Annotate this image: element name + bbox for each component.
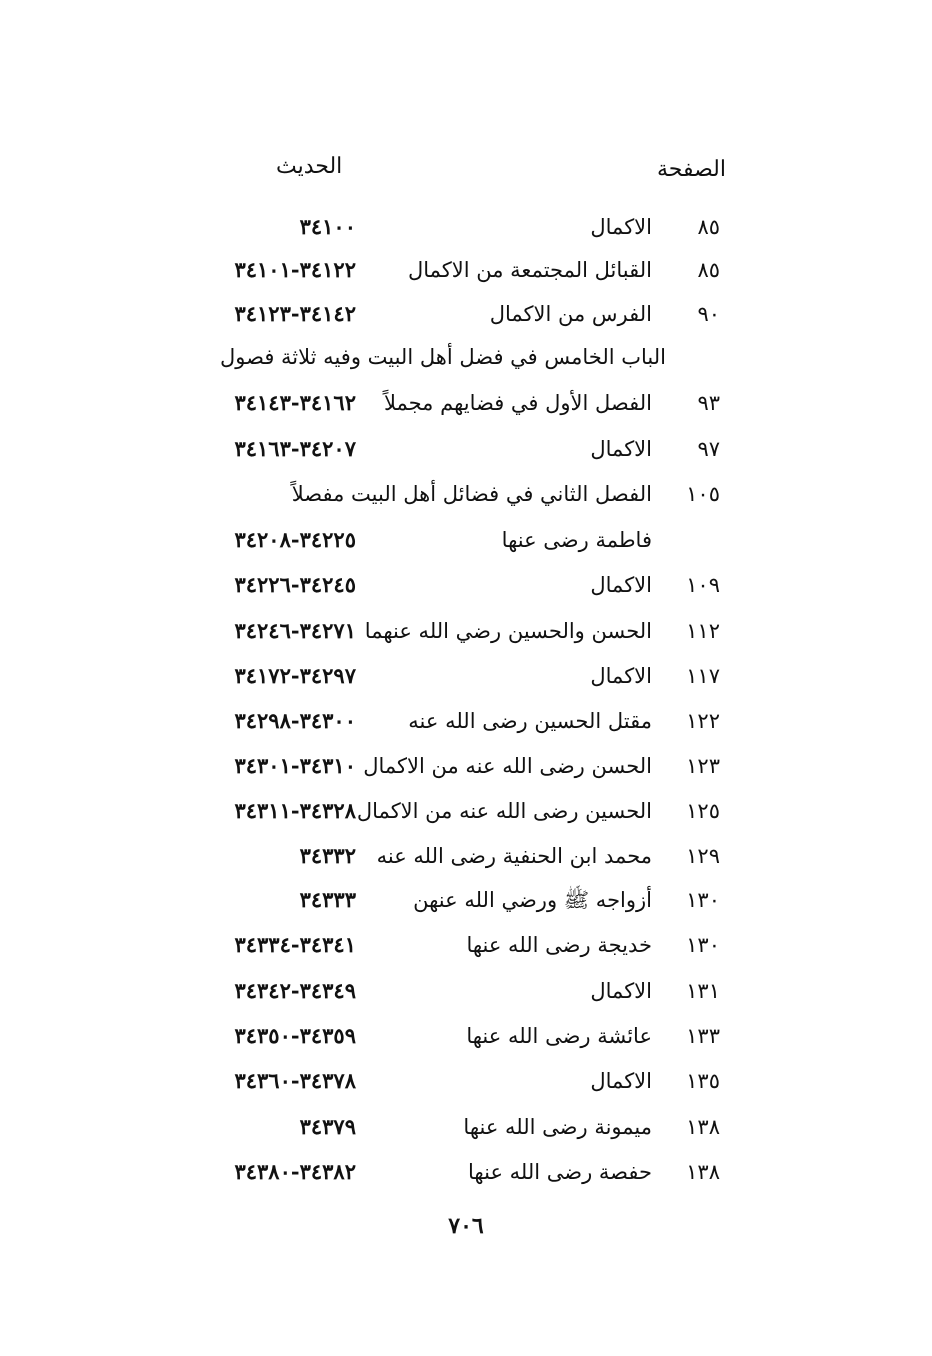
toc-hadith-range: ٣٤٣٣٢ [299, 843, 356, 868]
toc-page-number: ١٢٩ [686, 844, 720, 868]
toc-page-number: ٩٧ [697, 437, 720, 461]
toc-hadith-range: ٣٤٣٤٩-٣٤٣٤٢ [234, 978, 356, 1003]
toc-page-number: ١٢٣ [686, 754, 720, 778]
toc-hadith-range: ٣٤٣٤١-٣٤٣٣٤ [234, 932, 356, 957]
toc-row [0, 474, 932, 514]
toc-row [0, 611, 932, 651]
toc-page-number: ١٣٥ [686, 1069, 720, 1093]
toc-row [0, 429, 932, 469]
toc-title: الاكمال [590, 979, 652, 1003]
toc-title: الفصل الثاني في فضائل أهل البيت مفصلاً [291, 482, 652, 506]
toc-row [0, 656, 932, 696]
toc-title: مقتل الحسين رضى الله عنه [408, 709, 652, 733]
toc-row [0, 1107, 932, 1147]
toc-title: ميمونة رضى الله عنها [463, 1115, 652, 1139]
toc-hadith-range: ٣٤٢٤٥-٣٤٢٢٦ [234, 572, 356, 597]
toc-hadith-range: ٣٤٢٠٧-٣٤١٦٣ [234, 436, 356, 461]
toc-title: القبائل المجتمعة من الاكمال [407, 258, 652, 282]
toc-hadith-range: ٣٤٣٧٩ [299, 1114, 356, 1139]
toc-page-number: ١٣٨ [686, 1115, 720, 1139]
toc-hadith-range: ٣٤١٢٢-٣٤١٠١ [234, 257, 356, 282]
toc-page-number: ١٢٥ [686, 799, 720, 823]
toc-title: الحسن رضى الله عنه من الاكمال [363, 754, 652, 778]
toc-hadith-range: ٣٤٣٥٩-٣٤٣٥٠ [234, 1023, 356, 1048]
page-folio-number: ٧٠٦ [448, 1213, 484, 1239]
toc-hadith-range: ٣٤١٤٢-٣٤١٢٣ [234, 301, 356, 326]
toc-row [0, 925, 932, 965]
toc-page-number: ٨٥ [697, 215, 720, 239]
toc-hadith-range: ٣٤٣٧٨-٣٤٣٦٠ [234, 1068, 356, 1093]
toc-row [0, 565, 932, 605]
toc-page-number: ١٣٣ [686, 1024, 720, 1048]
toc-title: الاكمال [590, 664, 652, 688]
toc-hadith-range: ٣٤٢٩٧-٣٤١٧٢ [234, 663, 356, 688]
toc-title: خديجة رضى الله عنها [466, 933, 652, 957]
toc-title: الاكمال [590, 215, 652, 239]
toc-row [0, 1016, 932, 1056]
toc-row [0, 746, 932, 786]
toc-page-number: ٩٠ [697, 302, 720, 326]
toc-page-number: ١١٧ [686, 664, 720, 688]
toc-row [0, 250, 932, 290]
toc-title: حفصة رضى الله عنها [468, 1160, 652, 1184]
toc-title: محمد ابن الحنفية رضى الله عنه [376, 844, 652, 868]
toc-hadith-range: ٣٤٣٨٢-٣٤٣٨٠ [234, 1159, 356, 1184]
toc-page-number: ٩٣ [697, 391, 720, 415]
toc-hadith-range: ٣٤٢٢٥-٣٤٢٠٨ [234, 527, 356, 552]
toc-page-number: ١٣٠ [686, 888, 720, 912]
toc-row [0, 207, 932, 247]
toc-hadith-range: ٣٤١٦٢-٣٤١٤٣ [234, 390, 356, 415]
toc-hadith-range: ٣٤٣٠٠-٣٤٢٩٨ [234, 708, 356, 733]
toc-section-title: الباب الخامس في فضل أهل البيت وفيه ثلاثة فصول [220, 345, 666, 369]
toc-title: عائشة رضى الله عنها [466, 1024, 652, 1048]
toc-page-number: ١١٢ [686, 619, 720, 643]
toc-section-row [0, 337, 932, 377]
toc-page-number: ١٠٥ [686, 482, 720, 506]
toc-row [0, 1061, 932, 1101]
toc-hadith-range: ٣٤٣١٠-٣٤٣٠١ [234, 753, 356, 778]
toc-row [0, 971, 932, 1011]
toc-page-number: ١٠٩ [686, 573, 720, 597]
toc-page-number: ٨٥ [697, 258, 720, 282]
toc-title: فاطمة رضى عنها [501, 528, 652, 552]
toc-row [0, 294, 932, 334]
toc-row [0, 1152, 932, 1192]
toc-row [0, 701, 932, 741]
toc-row [0, 880, 932, 920]
toc-title: الاكمال [590, 1069, 652, 1093]
toc-title: الاكمال [590, 573, 652, 597]
toc-title: الفصل الأول في فضايهم مجملاً [383, 391, 652, 415]
toc-page-number: ١٢٢ [686, 709, 720, 733]
toc-hadith-range: ٣٤١٠٠ [299, 214, 356, 239]
toc-page-number: ١٣٠ [686, 933, 720, 957]
toc-title: الحسين رضى الله عنه من الاكمال [356, 799, 652, 823]
toc-title: الفرس من الاكمال [489, 302, 652, 326]
toc-row [0, 383, 932, 423]
toc-page-number: ١٣١ [686, 979, 720, 1003]
hadith-column-header: الحديث [276, 154, 343, 179]
toc-hadith-range: ٣٤٣٣٣ [299, 887, 356, 912]
toc-row [0, 836, 932, 876]
page-column-header: الصفحة [656, 157, 726, 182]
toc-title: أزواجه ﷺ ورضي الله عنهن [413, 888, 652, 912]
toc-hadith-range: ٣٤٢٧١-٣٤٢٤٦ [234, 618, 356, 643]
toc-title: الحسن والحسين رضي الله عنهما [364, 619, 652, 643]
toc-hadith-range: ٣٤٣٢٨-٣٤٣١١ [234, 798, 356, 823]
toc-title: الاكمال [590, 437, 652, 461]
toc-row [0, 520, 932, 560]
toc-page-number: ١٣٨ [686, 1160, 720, 1184]
toc-row [0, 791, 932, 831]
